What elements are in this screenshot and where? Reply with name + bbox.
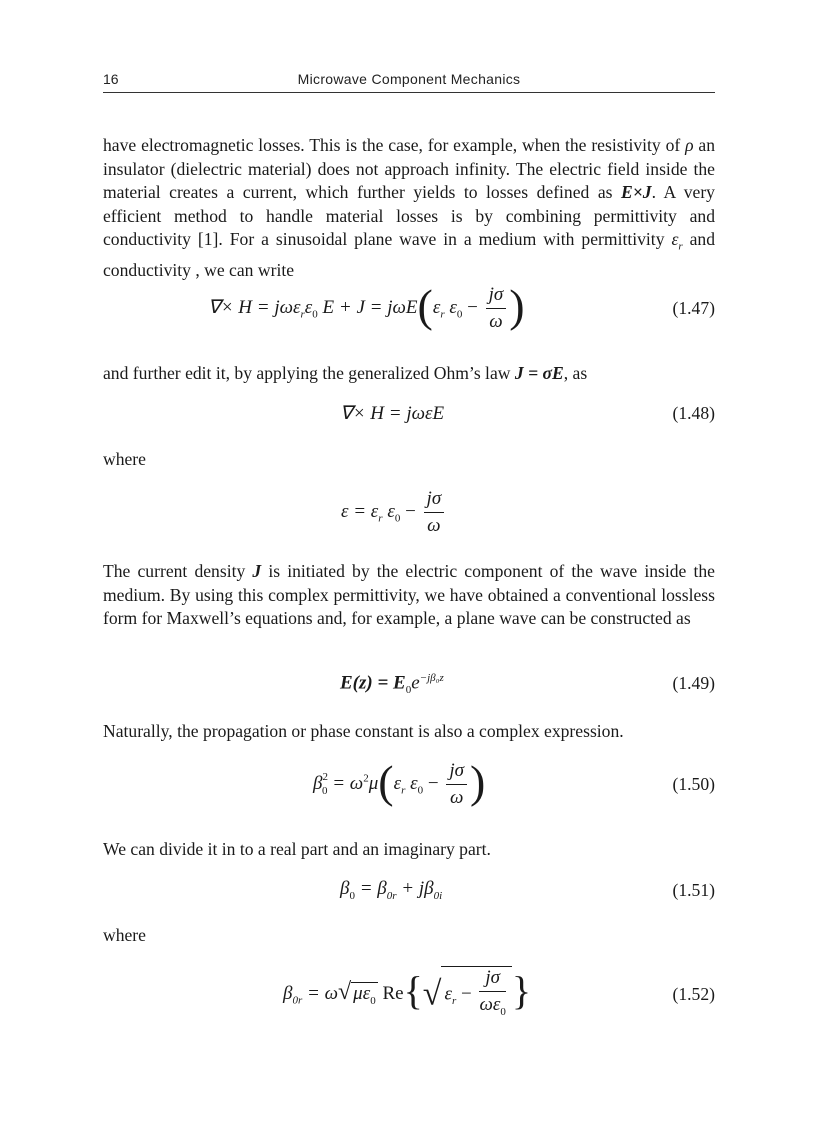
equation-body bbox=[313, 755, 486, 809]
eq-sub: 0 bbox=[394, 512, 401, 525]
equation-number: (1.52) bbox=[672, 984, 715, 1004]
eq-operator: − bbox=[405, 500, 416, 522]
eq-sub: r bbox=[401, 784, 406, 797]
fraction bbox=[446, 760, 467, 809]
paragraph-current-density bbox=[103, 560, 715, 631]
fraction-denominator bbox=[479, 992, 505, 1023]
page-number: 16 bbox=[103, 71, 119, 87]
eq-exponent: 2 bbox=[322, 770, 328, 783]
equation-body: ∇× H = jωεE bbox=[340, 403, 445, 424]
eq-sub: r bbox=[378, 512, 383, 525]
equation-1-51 bbox=[103, 878, 715, 904]
eq-term: E(z) = E bbox=[340, 672, 406, 694]
running-title: Microwave Component Mechanics bbox=[297, 71, 521, 87]
text-run: The current density bbox=[103, 561, 253, 581]
eq-sub: 0 bbox=[370, 994, 376, 1007]
left-paren: ( bbox=[417, 279, 433, 331]
eq-term: β bbox=[283, 982, 293, 1004]
equation-body bbox=[340, 878, 442, 902]
sqrt-sign: √ bbox=[338, 978, 352, 1005]
eq-sub: r bbox=[440, 308, 445, 321]
fraction-denominator: ω bbox=[449, 787, 464, 808]
eq-term: ε bbox=[304, 296, 313, 318]
eq-sub: 0r bbox=[386, 889, 397, 902]
eq-sub: 0 bbox=[349, 889, 355, 902]
right-paren: ) bbox=[509, 279, 525, 331]
eq-sub: r bbox=[300, 308, 305, 321]
eq-exponent: 2 bbox=[363, 772, 369, 785]
eq-term: = ω bbox=[332, 772, 364, 794]
equation-number: (1.48) bbox=[672, 403, 715, 423]
eq-term: ωε bbox=[479, 994, 501, 1015]
eq-term: e bbox=[411, 672, 420, 694]
real-part-operator: Re bbox=[382, 982, 404, 1004]
eq-operator: − bbox=[467, 296, 478, 318]
fraction-numerator: jσ bbox=[479, 967, 505, 992]
eq-term: β bbox=[313, 772, 323, 794]
sqrt-sign: √ bbox=[422, 975, 442, 1013]
eq-sub: r bbox=[451, 995, 457, 1008]
eq-sub: 0r bbox=[292, 994, 303, 1007]
equation-number: (1.47) bbox=[672, 298, 715, 318]
fraction-denominator: ω bbox=[427, 515, 441, 536]
eq-operator: − bbox=[460, 983, 472, 1005]
eq-term: ε bbox=[432, 296, 441, 318]
equation-1-49 bbox=[103, 672, 715, 700]
right-paren: ) bbox=[470, 755, 486, 807]
running-header bbox=[103, 70, 715, 93]
text-run: and further edit it, by applying the generalized Ohm’s law bbox=[103, 363, 515, 383]
equation-body bbox=[341, 488, 447, 537]
eq-term: ∇× H = jωε bbox=[208, 296, 301, 318]
fraction bbox=[424, 488, 445, 537]
text-run: have electromagnetic losses. This is the case, for example, when the resistivity of bbox=[103, 135, 686, 155]
eq-term: με bbox=[353, 982, 371, 1004]
eq-term: ε bbox=[444, 983, 452, 1005]
eq-term: E + J = jωE bbox=[322, 296, 418, 318]
sqrt-radicand bbox=[441, 966, 511, 1023]
eq-operator: − bbox=[427, 772, 439, 794]
equation-number: (1.51) bbox=[672, 880, 715, 900]
fraction bbox=[479, 967, 505, 1023]
eq-sub: 0 bbox=[321, 784, 328, 797]
left-paren: ( bbox=[378, 755, 394, 807]
fraction-numerator: jσ bbox=[486, 284, 507, 309]
equation-1-47 bbox=[103, 279, 715, 344]
equation-number: (1.49) bbox=[672, 673, 715, 693]
eq-term: ε bbox=[449, 296, 457, 318]
eq-exponent: −jβ₀z bbox=[419, 672, 444, 684]
eq-term: = β bbox=[359, 878, 387, 899]
right-brace: } bbox=[511, 968, 532, 1014]
where-label: where bbox=[103, 449, 146, 469]
eq-sub: 0 bbox=[405, 684, 412, 697]
text-run: and conductivity , we can write bbox=[103, 229, 715, 281]
paragraph-losses bbox=[103, 134, 715, 283]
sqrt-radicand bbox=[351, 982, 378, 1007]
paragraph-propagation: Naturally, the propagation or phase constant is also a complex expression. bbox=[103, 721, 624, 741]
eq-sub: 0 bbox=[456, 308, 463, 321]
text-run: is initiated by the electric component of the wave inside the medium. By using this complex permittivity, we have obtained a conventional lossless form for Maxwell’s equations and, for example, a plane wave can be constructed as bbox=[103, 561, 715, 628]
eq-term: ε bbox=[393, 772, 402, 794]
equation-body bbox=[340, 672, 444, 696]
equation-1-50 bbox=[103, 755, 715, 820]
equation-number: (1.50) bbox=[672, 774, 715, 794]
text-run: . A very efficient method to handle material losses is by combining permittivity and conductivity [1]. For a sinusoidal plane wave in a medium with permittivity bbox=[103, 182, 715, 249]
eq-term: ε bbox=[410, 772, 418, 794]
eq-term: β bbox=[340, 878, 350, 899]
paragraph-real-imag: We can divide it in to a real part and an imaginary part. bbox=[103, 839, 491, 859]
eq-sub: 0i bbox=[433, 889, 443, 902]
eq-sub: 0 bbox=[312, 308, 318, 321]
equation-1-52 bbox=[103, 966, 715, 1028]
text-run: , as bbox=[563, 363, 588, 383]
epsilon-subscript: r bbox=[678, 240, 683, 253]
current-density-symbol: J bbox=[252, 561, 262, 581]
eq-sub: 0 bbox=[500, 1005, 506, 1018]
eq-sub: 0 bbox=[417, 784, 424, 797]
where-label: where bbox=[103, 925, 146, 945]
epsilon-symbol: ε bbox=[671, 229, 679, 249]
paragraph-ohms-law bbox=[103, 362, 715, 386]
equation-body bbox=[283, 966, 531, 1023]
equation-1-48 bbox=[103, 402, 715, 428]
fraction-numerator: jσ bbox=[424, 488, 445, 513]
equation-body bbox=[208, 279, 525, 333]
ohms-law-expression: J = σE bbox=[514, 363, 564, 383]
fraction-numerator: jσ bbox=[446, 760, 467, 785]
equation-complex-permittivity bbox=[103, 488, 715, 548]
eq-term: + jβ bbox=[401, 878, 434, 899]
fraction-denominator: ω bbox=[489, 311, 503, 332]
left-brace: { bbox=[403, 968, 423, 1014]
rho-symbol: ρ bbox=[685, 135, 694, 155]
eq-term: ε bbox=[387, 500, 395, 522]
eq-term: μ bbox=[368, 772, 379, 794]
cross-product-term: E×J bbox=[621, 182, 652, 202]
text-run: an insulator (dielectric material) does not approach infinity. The electric field inside the material creates a current, which further yields to losses defined as bbox=[103, 135, 715, 202]
eq-term: = ω bbox=[307, 982, 338, 1004]
fraction bbox=[486, 284, 507, 333]
eq-term: ε = ε bbox=[341, 500, 379, 522]
